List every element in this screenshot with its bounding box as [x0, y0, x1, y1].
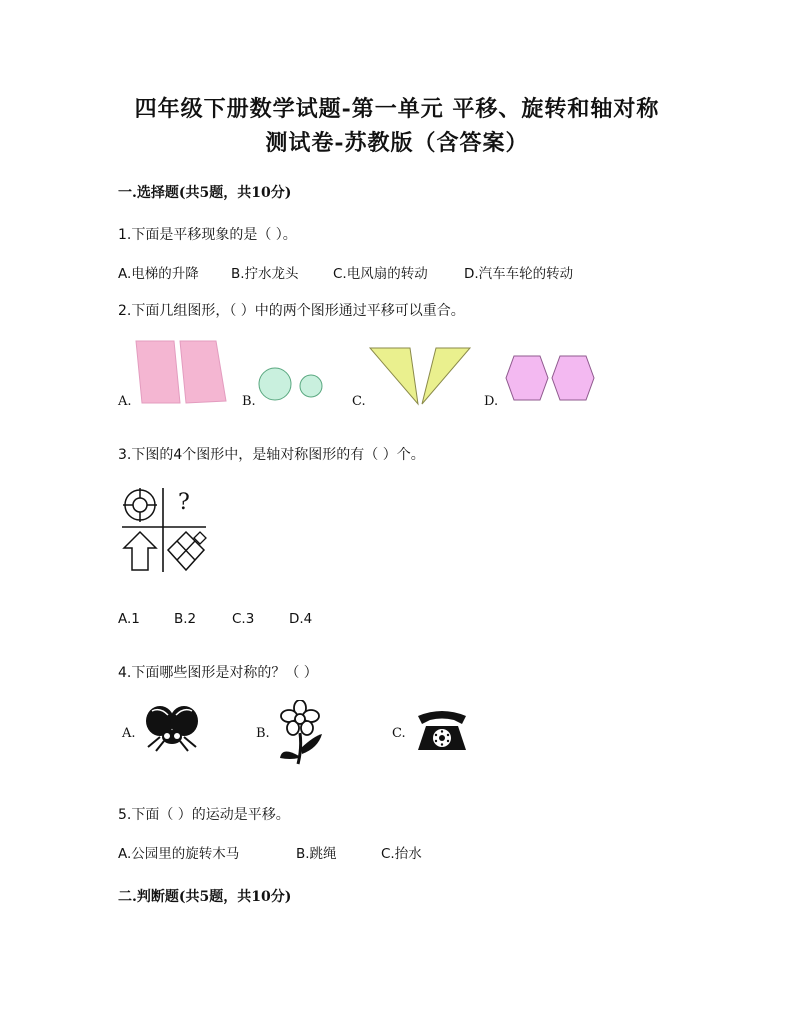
q4-option-b-label: B. [256, 726, 270, 741]
green-circle-small [300, 375, 322, 397]
green-circle-large [259, 368, 291, 400]
pink-parallelogram-left [136, 341, 180, 403]
question-1-stem: 1.下面是平移现象的是（ ）。 [118, 227, 297, 243]
violet-hexagon-left [506, 356, 548, 400]
q1-option-b: B.拧水龙头 [231, 266, 299, 282]
q1-option-c: C.电风扇的转动 [333, 266, 428, 282]
yellow-triangle-left [370, 348, 418, 404]
q2-figure-b-circles [255, 360, 335, 410]
q5-option-a: A.公园里的旋转木马 [118, 846, 240, 862]
fly-insect-icon [140, 703, 204, 753]
q1-option-a: A.电梯的升降 [118, 266, 199, 282]
flower-icon [276, 700, 336, 766]
q3-option-b: B.2 [174, 611, 197, 627]
question-3-stem: 3.下图的4个图形中，是轴对称图形的有（ ）个。 [118, 447, 425, 463]
question-5-stem: 5.下面（ ）的运动是平移。 [118, 807, 290, 823]
q2-figure-c-triangles [366, 344, 476, 410]
q3-option-d: D.4 [289, 611, 313, 627]
q5-option-b: B.跳绳 [296, 846, 337, 862]
telephone-icon [412, 706, 472, 756]
page-title-line2: 测试卷-苏教版（含答案） [265, 130, 529, 156]
q2-figure-d-hexagons [504, 354, 600, 406]
q4-option-c-label: C. [392, 726, 406, 741]
question-4-stem: 4.下面哪些图形是对称的？（ ） [118, 665, 318, 681]
q3-figure-grid [118, 486, 210, 574]
yellow-triangle-right [422, 348, 470, 404]
q3-grid-drawing [118, 486, 210, 574]
question-2-stem: 2.下面几组图形，（ ）中的两个图形通过平移可以重合。 [118, 303, 465, 319]
q4-option-a-label: A. [122, 726, 136, 741]
section-heading-true-false: 二.判断题(共5题，共10分) [118, 889, 292, 905]
violet-hexagon-right [552, 356, 594, 400]
q2-option-d-label: D. [484, 394, 499, 409]
q3-option-c: C.3 [232, 611, 255, 627]
question-mark-symbol: ? [178, 490, 190, 515]
q2-option-b-label: B. [242, 394, 256, 409]
q2-figure-a-parallelograms [130, 337, 230, 407]
pink-parallelogram-right [180, 341, 226, 403]
diamond-cross-icon [168, 532, 206, 570]
target-circle-icon [123, 488, 157, 522]
section-heading-choice: 一.选择题(共5题，共10分) [118, 185, 292, 201]
q1-option-d: D.汽车车轮的转动 [464, 266, 574, 282]
q3-option-a: A.1 [118, 611, 140, 627]
page-title-line1: 四年级下册数学试题-第一单元 平移、旋转和轴对称 [134, 96, 660, 122]
q2-option-a-label: A. [118, 394, 132, 409]
q5-option-c: C.抬水 [381, 846, 422, 862]
q2-option-c-label: C. [352, 394, 366, 409]
up-arrow-icon [124, 532, 156, 570]
